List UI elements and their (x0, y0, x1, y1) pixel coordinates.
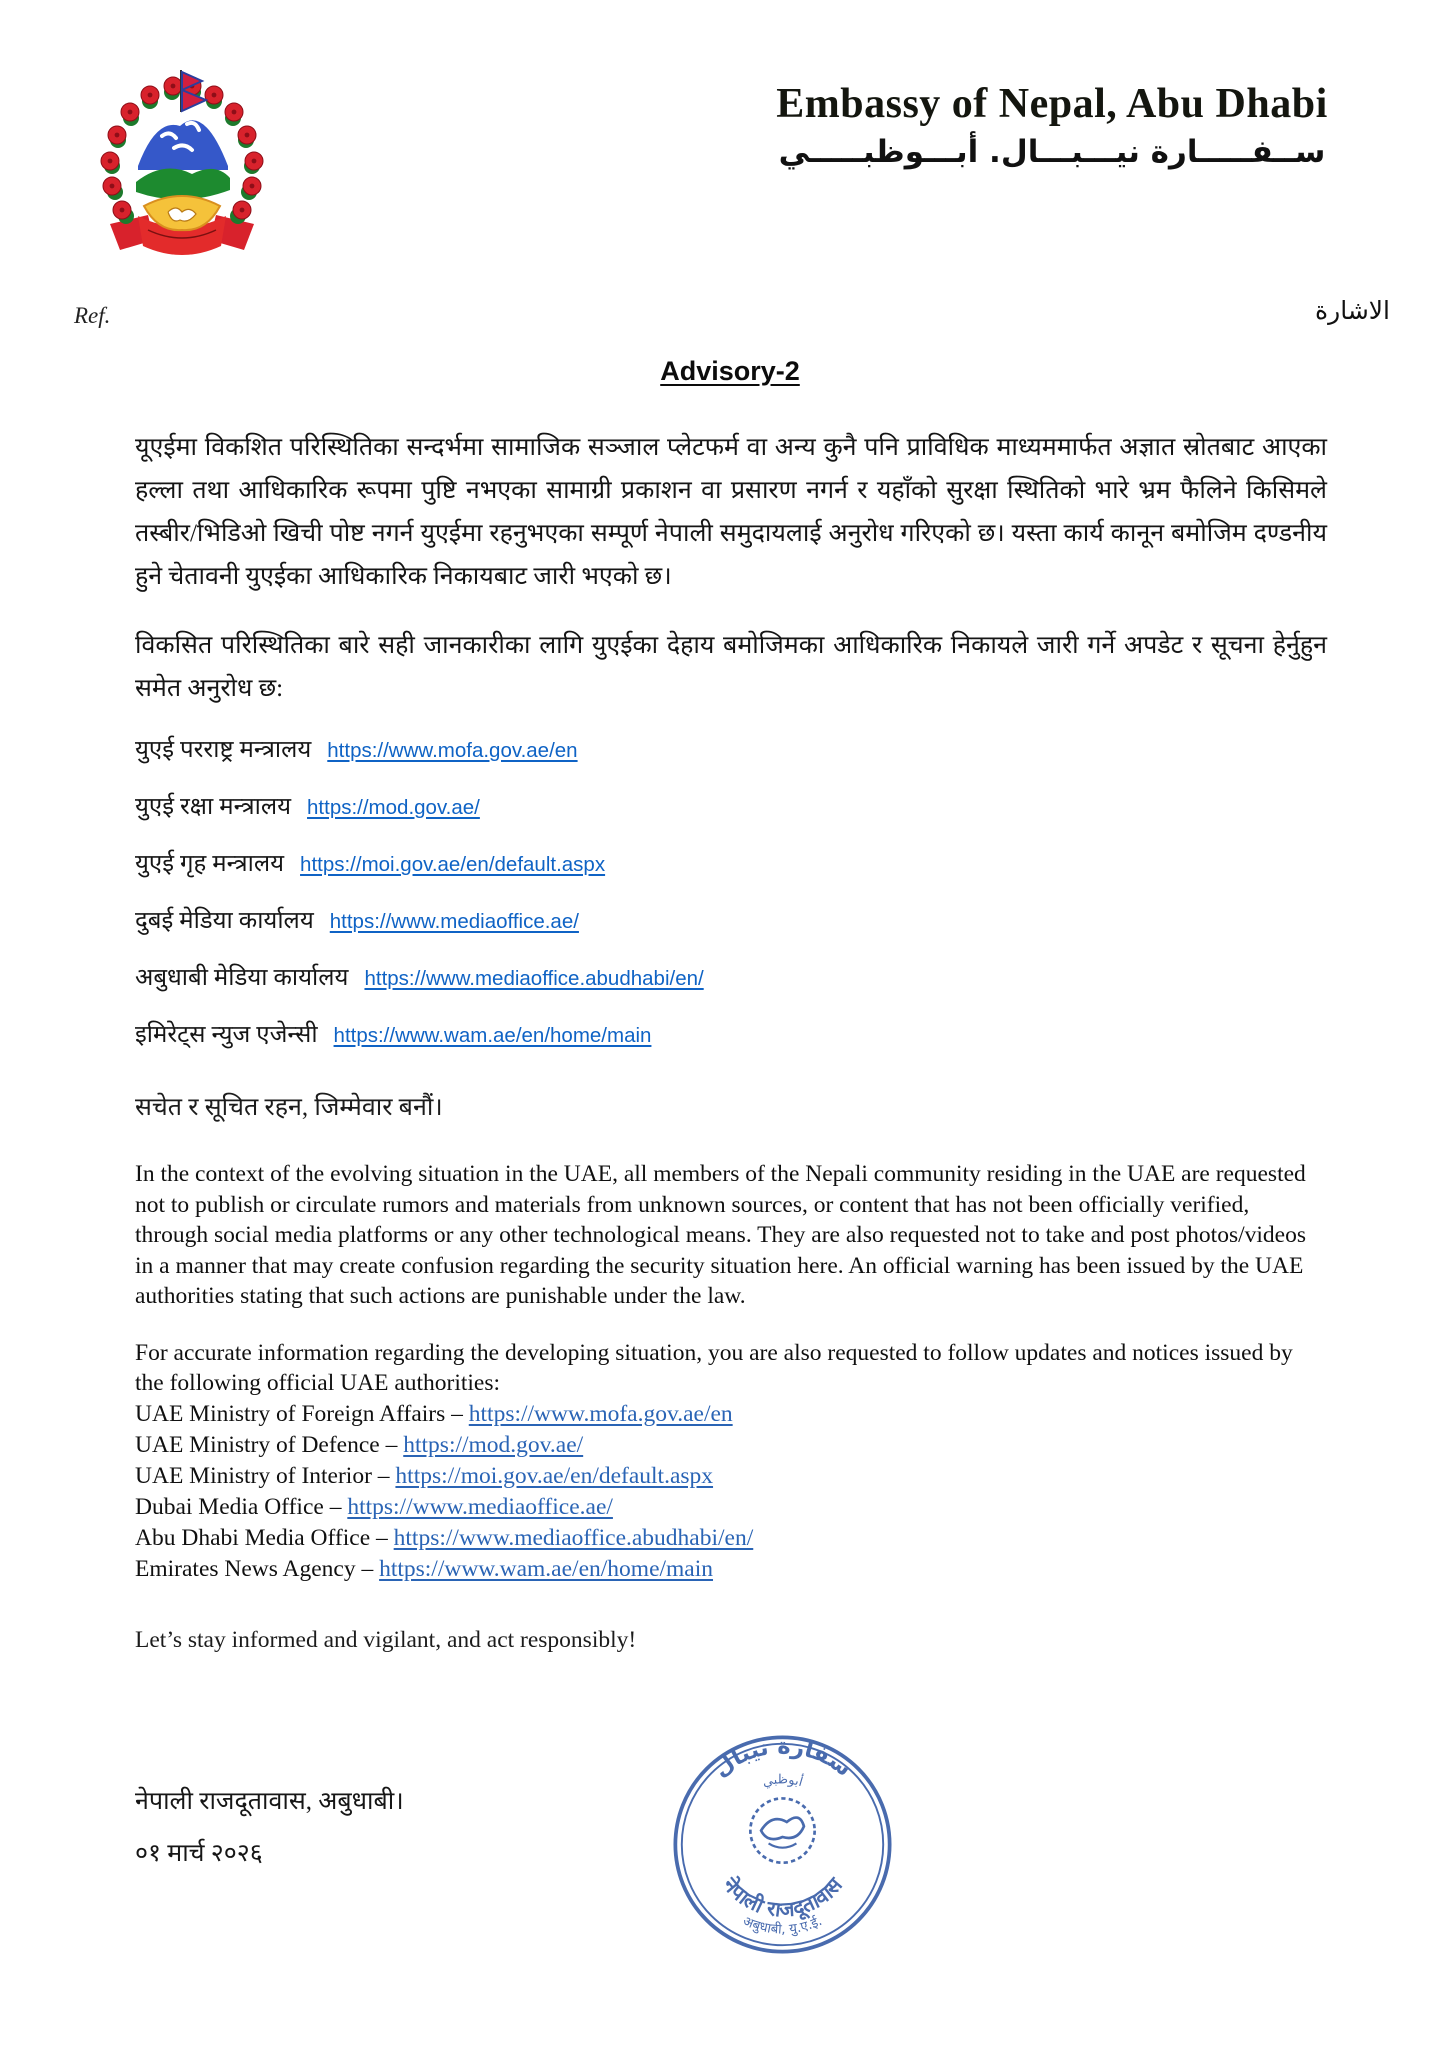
letterhead (690, 80, 1414, 170)
dash-separator: – (451, 1400, 463, 1427)
authority-label: दुबई मेडिया कार्यालय (135, 908, 314, 934)
stamp-bottom-arc: अबुधाबी, यु.ए.ई. (740, 1913, 825, 1938)
authority-label: Dubai Media Office (135, 1493, 324, 1520)
authority-label: युएई रक्षा मन्त्रालय (135, 794, 292, 820)
authority-link[interactable]: https://moi.gov.ae/en/default.aspx (395, 1462, 714, 1489)
list-item (135, 1017, 1327, 1074)
signature-block (135, 1776, 404, 1880)
english-closing-line: Let’s stay informed and vigilant, and act responsibly! (135, 1626, 637, 1653)
authority-link[interactable]: https://www.mediaoffice.abudhabi/en/ (364, 967, 704, 990)
authority-label: युएई गृह मन्त्रालय (135, 851, 285, 877)
signature-line-1: नेपाली राजदूतावास, अबुधाबी। (135, 1788, 404, 1815)
embassy-title-arabic: ســفـــــارة نيـــبـــال. أبـــوظبـــــي (778, 134, 1326, 170)
nepal-emblem (92, 66, 272, 266)
ref-label: Ref. (74, 303, 111, 328)
authority-label: इमिरेट्स न्युज एजेन्सी (135, 1022, 318, 1048)
list-item (135, 903, 1327, 960)
authority-link[interactable]: https://mod.gov.ae/ (307, 796, 480, 819)
stamp-arabic-top: سفارة نيبال (708, 1733, 857, 1783)
english-list-intro: For accurate information regarding the developing situation, you are also requested to follow updates and notices issued by the following official UAE authorities: (135, 1339, 1293, 1396)
list-item (135, 1430, 1327, 1461)
authority-link[interactable]: https://www.wam.ae/en/home/main (379, 1555, 714, 1582)
letter-body (135, 426, 1327, 1654)
authority-link[interactable]: https://www.mediaoffice.ae/ (329, 910, 579, 933)
nepali-link-list (135, 732, 1327, 1074)
ref-label-arabic: الاشارة (1315, 296, 1390, 325)
authority-link[interactable]: https://www.mofa.gov.ae/en (468, 1400, 733, 1427)
authority-link[interactable]: https://mod.gov.ae/ (403, 1431, 584, 1458)
dash-separator: – (329, 1493, 342, 1520)
nepali-paragraph-2: विकसित परिस्थितिका बारे सही जानकारीका लागि युएईका देहाय बमोजिमका आधिकारिक निकायले जारी गर्ने अपडेट र सूचना हेर्नुहुन समेत अनुरोध छ: (135, 632, 1327, 702)
list-item (135, 789, 1327, 846)
svg-text:नेपाली राजदूतावास (717, 1872, 847, 1923)
list-item (135, 1399, 1327, 1430)
authority-label: Abu Dhabi Media Office (135, 1524, 371, 1551)
authority-label: UAE Ministry of Defence (135, 1431, 380, 1458)
list-item (135, 1492, 1327, 1523)
list-item (135, 1554, 1327, 1585)
english-paragraph-1: In the context of the evolving situation in the UAE, all members of the Nepali community residing in the UAE are requested not to publish or circulate rumors and materials from unknown sources, or content that has not been officially verified, through social media platforms or any other technological means. They are also requested not to take and post photos/videos in a manner that may create confusion regarding the security situation here. An official warning has been issued by the UAE authorities stating that such actions are punishable under the law. (135, 1161, 1306, 1309)
signature-line-2: ०१ मार्च २०२६ (135, 1840, 263, 1867)
dash-separator: – (361, 1555, 374, 1582)
authority-label: Emirates News Agency (135, 1555, 356, 1582)
authority-link[interactable]: https://moi.gov.ae/en/default.aspx (300, 853, 606, 876)
stamp-arabic-sub: أبوظبي (760, 1772, 805, 1791)
dash-separator: – (376, 1524, 388, 1551)
english-paragraph-2 (135, 1338, 1327, 1585)
authority-label: UAE Ministry of Interior (135, 1462, 372, 1489)
nepali-paragraph-1: यूएईमा विकशित परिस्थितिका सन्दर्भमा सामाजिक सञ्जाल प्लेटफर्म वा अन्य कुनै पनि प्राविधिक माध्यममार्फत अज्ञात स्रोतबाट आएका हल्ला तथा आधिकारिक रूपमा पुष्टि नभएका सामाग्री प्रकाशन वा प्रसारण नगर्न र यहाँको सुरक्षा स्थितिको भारे भ्रम फैलिने किसिमले तस्बीर/भिडिओ खिची पोष्ट नगर्न युएईमा रहनुभएका सम्पूर्ण नेपाली समुदायलाई अनुरोध गरिएको छ। यस्ता कार्य कानून बमोजिम दण्डनीय हुने चेतावनी युएईका आधिकारिक निकायबाट जारी भएको छ। (135, 434, 1327, 590)
authority-label: युएई परराष्ट्र मन्त्रालय (135, 737, 312, 763)
list-item (135, 732, 1327, 789)
dash-separator: – (385, 1431, 398, 1458)
authority-link[interactable]: https://www.mofa.gov.ae/en (327, 739, 578, 762)
nepali-closing-line: सचेत र सूचित रहन, जिम्मेवार बनौं। (135, 1094, 443, 1121)
stamp-devanagari-arc: नेपाली राजदूतावास (718, 1872, 847, 1922)
list-item (135, 1523, 1327, 1554)
advisory-heading: Advisory-2 (660, 356, 800, 386)
embassy-stamp (670, 1732, 895, 1957)
list-item (135, 846, 1327, 903)
list-item (135, 960, 1327, 1017)
embassy-title: Embassy of Nepal, Abu Dhabi (776, 81, 1328, 127)
list-item (135, 1461, 1327, 1492)
svg-text:أبوظبي (761, 1772, 805, 1790)
authority-link[interactable]: https://www.wam.ae/en/home/main (333, 1024, 652, 1047)
authority-label: UAE Ministry of Foreign Affairs (135, 1400, 446, 1427)
dash-separator: – (377, 1462, 390, 1489)
authority-link[interactable]: https://www.mediaoffice.ae/ (347, 1493, 613, 1520)
authority-label: अबुधाबी मेडिया कार्यालय (135, 965, 349, 991)
authority-link[interactable]: https://www.mediaoffice.abudhabi/en/ (393, 1524, 754, 1551)
